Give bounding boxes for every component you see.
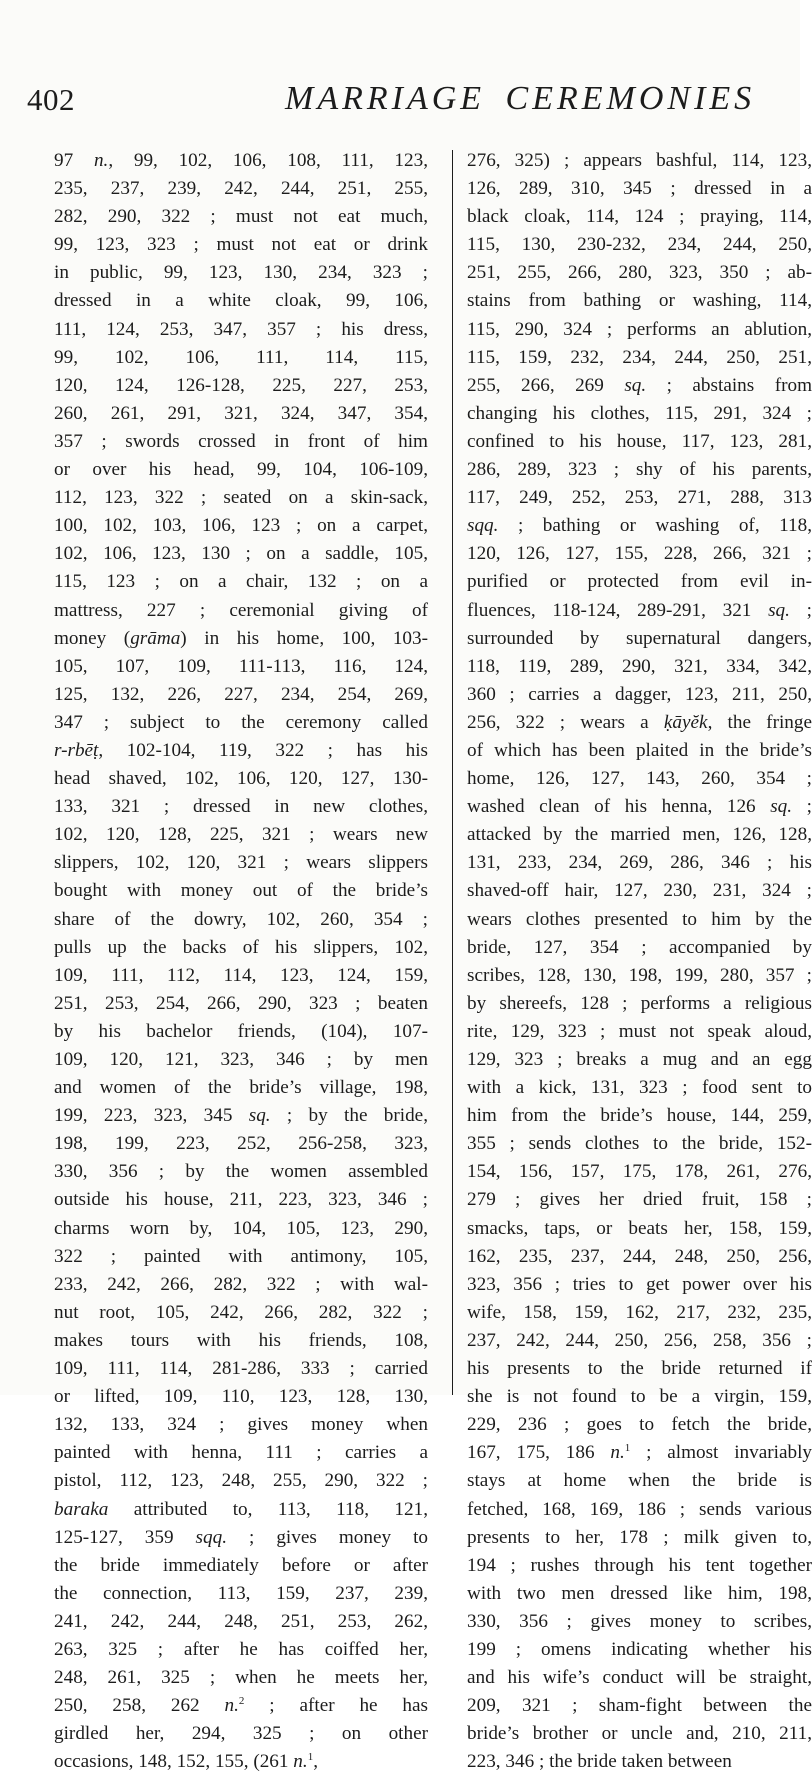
index-line: surrounded by supernatural dangers, (467, 627, 812, 649)
index-line: 229, 236 ; goes to fetch the bride, (467, 1414, 812, 1436)
index-line: the connection, 113, 159, 237, 239, (54, 1582, 428, 1604)
index-line: 355 ; sends clothes to the bride, 152- (467, 1133, 812, 1155)
index-line: 111, 124, 253, 347, 357 ; his dress, (54, 318, 428, 340)
index-line: 286, 289, 323 ; shy of his parents, (467, 459, 812, 481)
index-line: 251, 253, 254, 266, 290, 323 ; beaten (54, 992, 428, 1014)
index-line: 276, 325) ; appears bashful, 114, 123, (467, 150, 812, 171)
index-line: by his bachelor friends, (104), 107- (54, 1020, 428, 1042)
index-line: 100, 102, 103, 106, 123 ; on a carpet, (54, 515, 428, 537)
index-line: with two men dressed like him, 198, (467, 1582, 812, 1604)
index-line: 209, 321 ; sham-fight between the (467, 1695, 812, 1717)
index-line: head shaved, 102, 106, 120, 127, 130- (54, 768, 428, 790)
index-line: 120, 126, 127, 155, 228, 266, 321 ; (467, 543, 812, 565)
index-line: she is not found to be a virgin, 159, (467, 1386, 812, 1408)
index-line: 330, 356 ; by the women assembled (54, 1161, 428, 1183)
column-divider (452, 150, 453, 1395)
index-line: 167, 175, 186 n.$^1$ ; almost invariably (467, 1442, 812, 1464)
index-line: sqq. ; bathing or washing of, 118, (467, 515, 812, 537)
index-line: 126, 289, 310, 345 ; dressed in a (467, 178, 812, 200)
index-line: confined to his house, 117, 123, 281, (467, 430, 812, 452)
index-line: in public, 99, 123, 130, 234, 323 ; (54, 262, 428, 284)
index-line: 194 ; rushes through his tent together (467, 1554, 812, 1576)
index-line: girdled her, 294, 325 ; on other (54, 1723, 428, 1745)
index-line: wears clothes presented to him by the (467, 908, 812, 930)
index-line: 109, 120, 121, 323, 346 ; by men (54, 1049, 428, 1070)
index-line: 198, 199, 223, 252, 256-258, 323, (54, 1133, 428, 1155)
index-line: presents to her, 178 ; milk given to, (467, 1526, 812, 1548)
index-line: 360 ; carries a dagger, 123, 211, 250, (467, 683, 812, 705)
index-line: 347 ; subject to the ceremony called (54, 711, 428, 733)
index-line: 115, 290, 324 ; performs an ablution, (467, 318, 812, 340)
index-line: 199 ; omens indicating whether his (467, 1638, 812, 1660)
index-line: 330, 356 ; gives money to scribes, (467, 1610, 812, 1632)
index-line: makes tours with his friends, 108, (54, 1329, 428, 1351)
index-line: share of the dowry, 102, 260, 354 ; (54, 908, 428, 930)
index-line: r-rbēṭ, 102-104, 119, 322 ; has his (54, 739, 428, 761)
index-line: 109, 111, 114, 281-286, 333 ; carried (54, 1358, 428, 1380)
index-line: 263, 325 ; after he has coiffed her, (54, 1638, 428, 1660)
running-title: MARRIAGE CEREMONIES (285, 80, 756, 117)
index-line: 279 ; gives her dried fruit, 158 ; (467, 1189, 812, 1211)
index-line: baraka attributed to, 113, 118, 121, (54, 1498, 428, 1520)
index-line: his presents to the bride returned if (467, 1358, 812, 1380)
index-line: 118, 119, 289, 290, 321, 334, 342, (467, 655, 812, 677)
index-line: smacks, taps, or beats her, 158, 159, (467, 1217, 812, 1239)
index-line: pulls up the backs of his slippers, 102, (54, 936, 428, 958)
index-line: 120, 124, 126-128, 225, 227, 253, (54, 374, 428, 396)
index-line: 162, 235, 237, 244, 248, 250, 256, (467, 1245, 812, 1267)
index-line: and his wife’s conduct will be straight, (467, 1667, 812, 1689)
index-line: pistol, 112, 123, 248, 255, 290, 322 ; (54, 1470, 428, 1492)
index-column-right (467, 147, 812, 1776)
index-line: changing his clothes, 115, 291, 324 ; (467, 402, 812, 424)
index-line: black cloak, 114, 124 ; praying, 114, (467, 206, 812, 228)
index-line: dressed in a white cloak, 99, 106, (54, 290, 428, 312)
index-line: occasions, 148, 152, 155, (261 n.$^1$, (54, 1751, 318, 1773)
index-line: wife, 158, 159, 162, 217, 232, 235, (467, 1301, 812, 1323)
index-line: 255, 266, 269 sq. ; abstains from (467, 374, 812, 396)
index-line: 154, 156, 157, 175, 178, 261, 276, (467, 1161, 812, 1183)
index-line: or over his head, 99, 104, 106-109, (54, 459, 428, 481)
index-line: 102, 106, 123, 130 ; on a saddle, 105, (54, 543, 428, 565)
index-line: painted with henna, 111 ; carries a (54, 1442, 428, 1464)
index-line: 115, 123 ; on a chair, 132 ; on a (54, 571, 428, 593)
index-line: 357 ; swords crossed in front of him (54, 430, 428, 452)
index-line: 223, 346 ; the bride taken between (467, 1751, 732, 1773)
index-line: 256, 322 ; wears a ḳāyĕk, the fringe (467, 711, 812, 733)
page-number: 402 (27, 82, 75, 117)
index-line: 125-127, 359 sqq. ; gives money to (54, 1526, 429, 1548)
index-line: rite, 129, 323 ; must not speak aloud, (467, 1020, 812, 1042)
index-line: fetched, 168, 169, 186 ; sends various (467, 1498, 812, 1520)
index-line: scribes, 128, 130, 198, 199, 280, 357 ; (467, 964, 812, 986)
index-line: 105, 107, 109, 111-113, 116, 124, (54, 655, 428, 677)
index-line: fluences, 118-124, 289-291, 321 sq. ; (467, 599, 812, 621)
index-line: 115, 159, 232, 234, 244, 250, 251, (467, 346, 812, 368)
index-line: 97 n., 99, 102, 106, 108, 111, 123, (54, 150, 429, 171)
index-line: attacked by the married men, 126, 128, (467, 824, 812, 846)
index-line: 132, 133, 324 ; gives money when (54, 1414, 428, 1436)
index-line: charms worn by, 104, 105, 123, 290, (54, 1217, 428, 1239)
index-line: 235, 237, 239, 242, 244, 251, 255, (54, 178, 428, 200)
index-line: 109, 111, 112, 114, 123, 124, 159, (54, 964, 428, 986)
index-line: mattress, 227 ; ceremonial giving of (54, 599, 428, 621)
index-line: money (grāma) in his home, 100, 103- (54, 627, 428, 649)
index-line: 102, 120, 128, 225, 321 ; wears new (54, 824, 428, 846)
index-line: 248, 261, 325 ; when he meets her, (54, 1667, 428, 1689)
index-line: home, 126, 127, 143, 260, 354 ; (467, 768, 812, 790)
index-line: 251, 255, 266, 280, 323, 350 ; ab- (467, 262, 812, 284)
index-line: 125, 132, 226, 227, 234, 254, 269, (54, 683, 428, 705)
index-line: 260, 261, 291, 321, 324, 347, 354, (54, 402, 428, 424)
index-line: or lifted, 109, 110, 123, 128, 130, (54, 1386, 428, 1408)
index-line: of which has been plaited in the bride’s (467, 739, 812, 761)
index-line: 250, 258, 262 n.$^2$ ; after he has (54, 1695, 428, 1717)
index-line: 115, 130, 230-232, 234, 244, 250, (467, 234, 812, 256)
index-line: 112, 123, 322 ; seated on a skin-sack, (54, 487, 428, 509)
index-line: 241, 242, 244, 248, 251, 253, 262, (54, 1610, 428, 1632)
index-line: washed clean of his henna, 126 sq. ; (467, 796, 812, 818)
index-line: by shereefs, 128 ; performs a religious (467, 992, 812, 1014)
index-line: 117, 249, 252, 253, 271, 288, 313 (467, 487, 812, 509)
index-line: 237, 242, 244, 250, 256, 258, 356 ; (467, 1329, 812, 1351)
index-line: 282, 290, 322 ; must not eat much, (54, 206, 428, 228)
index-line: him from the bride’s house, 144, 259, (467, 1105, 812, 1127)
index-line: 99, 102, 106, 111, 114, 115, (54, 346, 428, 368)
index-line: 133, 321 ; dressed in new clothes, (54, 796, 428, 818)
index-column-left (54, 147, 428, 1776)
index-line: shaved-off hair, 127, 230, 231, 324 ; (467, 880, 812, 902)
index-line: 99, 123, 323 ; must not eat or drink (54, 234, 428, 256)
index-line: slippers, 102, 120, 321 ; wears slippers (54, 852, 428, 874)
index-line: bride’s brother or uncle and, 210, 211, (467, 1723, 812, 1745)
index-line: bought with money out of the bride’s (54, 880, 428, 902)
index-line: nut root, 105, 242, 266, 282, 322 ; (54, 1301, 428, 1323)
index-line: bride, 127, 354 ; accompanied by (467, 936, 812, 958)
index-line: the bride immediately before or after (54, 1554, 428, 1576)
index-line: 129, 323 ; breaks a mug and an egg (467, 1049, 812, 1070)
index-line: 322 ; painted with antimony, 105, (54, 1245, 428, 1267)
index-line: and women of the bride’s village, 198, (54, 1077, 428, 1099)
index-line: 131, 233, 234, 269, 286, 346 ; his (467, 852, 812, 874)
index-line: stays at home when the bride is (467, 1470, 812, 1492)
index-line: 233, 242, 266, 282, 322 ; with wal- (54, 1273, 428, 1295)
index-line: purified or protected from evil in- (467, 571, 812, 593)
index-line: 199, 223, 323, 345 sq. ; by the bride, (54, 1105, 428, 1127)
index-line: stains from bathing or washing, 114, (467, 290, 812, 312)
index-line: outside his house, 211, 223, 323, 346 ; (54, 1189, 428, 1211)
index-line: 323, 356 ; tries to get power over his (467, 1273, 812, 1295)
index-line: with a kick, 131, 323 ; food sent to (467, 1077, 812, 1099)
